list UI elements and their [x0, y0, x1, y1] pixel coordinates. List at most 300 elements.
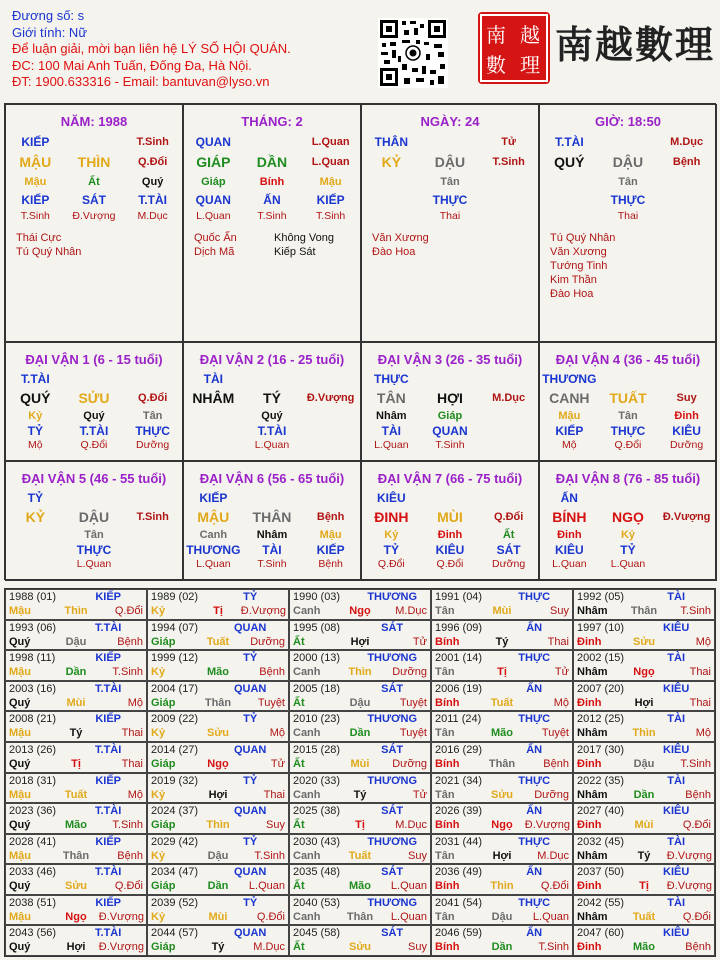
- year-state: Dưỡng: [392, 666, 427, 679]
- year-label: 2030 (43): [293, 835, 341, 848]
- dai-van-state: L.Quan: [610, 558, 646, 570]
- year-stem: Bính: [435, 880, 460, 893]
- pillar-hidden-row: [184, 172, 360, 192]
- year-state: M.Dục: [395, 819, 427, 832]
- year-god: QUAN: [233, 927, 267, 940]
- year-body: [151, 696, 285, 710]
- year-head: [293, 896, 427, 910]
- year-body: [151, 940, 285, 954]
- year-god: SÁT: [381, 805, 404, 818]
- year-body: [435, 910, 569, 924]
- dai-van-state: T.Sinh: [257, 558, 287, 570]
- year-cell: [147, 834, 289, 865]
- year-label: 1991 (04): [435, 591, 483, 603]
- year-label: 2020 (33): [293, 774, 341, 787]
- year-state: Q.Đổi: [682, 910, 711, 923]
- year-head: [9, 774, 143, 788]
- dai-van-title: ĐẠI VẬN 3 (26 - 35 tuổi): [377, 352, 523, 367]
- year-cell: [573, 895, 715, 926]
- dai-van-hidden-god: KIÊU: [672, 423, 701, 438]
- year-head: [293, 590, 427, 604]
- year-cell: [289, 742, 431, 773]
- year-label: 2009 (22): [151, 713, 199, 726]
- dai-van-cell: [361, 461, 539, 581]
- year-head: [577, 926, 711, 940]
- dai-van-title: ĐẠI VẬN 7 (66 - 75 tuổi): [377, 471, 523, 486]
- pillar-branch-state: T.Sinh: [492, 156, 525, 168]
- year-head: [435, 926, 569, 940]
- year-state: T.Sinh: [112, 666, 143, 679]
- year-head: [151, 865, 285, 879]
- year-head: [435, 774, 569, 788]
- dai-van-god-row: [540, 370, 716, 388]
- year-stem: Kỷ: [151, 605, 166, 617]
- pillar-stars: [540, 231, 716, 301]
- dai-van-stem: KỶ: [25, 509, 46, 525]
- header-info: [12, 8, 362, 91]
- dai-van-branch-state: Q.Đổi: [137, 392, 168, 404]
- pillar-title: NĂM: 1988: [60, 114, 128, 129]
- year-cell: [147, 620, 289, 651]
- pillar-stem-branch-row: [362, 152, 538, 172]
- year-label: 2025 (38): [293, 805, 341, 818]
- year-god: ẤN: [526, 682, 543, 695]
- year-stem: Canh: [293, 666, 321, 679]
- year-label: 2029 (42): [151, 835, 199, 848]
- year-body: [577, 665, 711, 679]
- dai-van-hidden-god: T.TÀI: [79, 423, 109, 438]
- year-label: 2001 (14): [435, 652, 483, 665]
- year-branch: Mão: [65, 819, 87, 832]
- year-god: T.TÀI: [95, 621, 122, 634]
- dai-van-god-row: [184, 370, 360, 388]
- year-branch: Ngọ: [491, 819, 513, 832]
- pillar-hidden-stem: Quý: [141, 176, 164, 188]
- year-god: ẤN: [526, 866, 543, 879]
- year-state: L.Quan: [390, 910, 427, 923]
- pillar-hidden-god: ẤN: [263, 193, 281, 207]
- year-stem: Tân: [435, 849, 455, 862]
- year-label: 2040 (53): [293, 896, 341, 909]
- year-state: Suy: [408, 941, 427, 954]
- pillar-branch-state: L.Quan: [311, 156, 350, 168]
- dai-van-hidden-god: T.TÀI: [257, 423, 287, 438]
- dai-van-branch-state: Q.Đổi: [493, 511, 524, 523]
- year-stem: Canh: [293, 910, 321, 923]
- year-body: [293, 635, 427, 649]
- year-label: 2014 (27): [151, 743, 199, 756]
- year-body: [151, 665, 285, 679]
- year-label: 2043 (56): [9, 927, 57, 940]
- pillar-main-state: Tử: [501, 136, 516, 148]
- year-label: 2016 (29): [435, 743, 483, 756]
- year-label: 1992 (05): [577, 591, 625, 603]
- pillar-star: Văn Xương: [372, 232, 429, 244]
- year-branch: Tị: [213, 605, 223, 617]
- year-cell: [5, 620, 147, 651]
- year-label: 2015 (28): [293, 743, 341, 756]
- dai-van-title: ĐẠI VẬN 5 (46 - 55 tuổi): [21, 471, 167, 486]
- dai-van-hidden-stem: Kỷ: [28, 409, 43, 422]
- dai-van-stem-branch-row: [540, 388, 716, 408]
- dai-van-hidden-god: TỶ: [383, 542, 399, 557]
- svg-text:數: 數: [486, 53, 506, 77]
- pillar-hidden-gods-row: [540, 192, 716, 208]
- dai-van-state: L.Quan: [254, 439, 290, 451]
- dai-van-state: Dưỡng: [492, 558, 526, 570]
- year-head: [435, 621, 569, 635]
- dai-van-states-row: [184, 557, 360, 571]
- dai-van-hidden-god: THỰC: [610, 423, 646, 438]
- pillar-main-god: T.TÀI: [554, 135, 584, 149]
- year-god: SÁT: [381, 866, 404, 879]
- year-god: TÀI: [667, 713, 686, 726]
- dai-van-hidden-stem: Nhâm: [256, 528, 288, 541]
- dai-van-stem-branch-row: [6, 388, 182, 408]
- year-stem: Quý: [9, 941, 31, 954]
- year-state: Thai: [547, 635, 569, 648]
- year-cell: [289, 620, 431, 651]
- year-head: [293, 651, 427, 665]
- dai-van-state: Q.Đổi: [80, 439, 108, 451]
- year-state: Bệnh: [543, 757, 569, 770]
- dai-van-stem-branch-row: [540, 507, 716, 527]
- year-branch: Thìn: [348, 666, 372, 679]
- year-cell: [147, 742, 289, 773]
- dai-van-hidden-god: THỰC: [135, 423, 170, 438]
- year-stem: Canh: [293, 788, 321, 801]
- year-cell: [573, 711, 715, 742]
- pillar-branch: THÌN: [77, 154, 111, 170]
- dai-van-branch: NGỌ: [612, 509, 644, 525]
- dai-van-hidden-row: [362, 408, 538, 423]
- dai-van-branch-state: T.Sinh: [136, 511, 169, 523]
- pillar-hidden-row: [6, 172, 182, 192]
- pillar-gods-row: [184, 132, 360, 152]
- year-label: 2036 (49): [435, 866, 483, 879]
- year-stem: Ất: [293, 941, 305, 954]
- year-label: 1999 (12): [151, 652, 199, 665]
- year-label: 2018 (31): [9, 774, 57, 787]
- year-branch: Hợi: [634, 696, 654, 709]
- year-head: [293, 774, 427, 788]
- pillar-title: THÁNG: 2: [241, 114, 303, 129]
- year-branch: Tý: [353, 788, 367, 801]
- dai-van-cell: [539, 461, 717, 581]
- year-state: Suy: [266, 819, 285, 832]
- year-god: KIẾP: [95, 713, 121, 726]
- year-branch: Tuất: [64, 788, 88, 801]
- year-cell: [431, 895, 573, 926]
- year-body: [151, 818, 285, 832]
- pillar-states-row: [6, 208, 182, 223]
- year-body: [9, 696, 143, 710]
- dai-van-cell: [5, 342, 183, 461]
- year-label: 2002 (15): [577, 652, 625, 665]
- year-label: 2000 (13): [293, 652, 341, 665]
- qr-code[interactable]: [378, 18, 448, 88]
- pillar-star: Kim Thần: [550, 274, 597, 286]
- year-stem: Ất: [293, 880, 305, 893]
- dai-van-hidden-stem: Nhâm: [376, 409, 407, 422]
- dai-van-hidden-gods-row: [6, 542, 182, 557]
- pillar-hidden-gods-row: [362, 192, 538, 208]
- year-stem: Canh: [293, 605, 321, 617]
- dai-van-branch: DẬU: [78, 509, 110, 525]
- year-stem: Đinh: [577, 880, 602, 893]
- year-branch: Mùi: [208, 910, 228, 923]
- year-branch: Hợi: [208, 788, 228, 801]
- year-branch: Tị: [71, 757, 81, 770]
- year-label: 2023 (36): [9, 805, 57, 818]
- year-cell: [573, 620, 715, 651]
- pillar-title: NGÀY: 24: [420, 114, 480, 129]
- year-state: T.Sinh: [680, 757, 711, 770]
- pillar-cell: [539, 104, 717, 342]
- pillar-stem: MẬU: [19, 154, 52, 170]
- year-branch: Thân: [204, 696, 232, 709]
- year-head: [293, 682, 427, 696]
- pillar-state: T.Sinh: [316, 209, 346, 222]
- year-cell: [147, 589, 289, 620]
- year-god: TỶ: [243, 713, 258, 726]
- year-cell: [5, 834, 147, 865]
- year-stem: Quý: [9, 696, 31, 709]
- year-head: [577, 712, 711, 726]
- year-head: [9, 590, 143, 604]
- year-state: Q.Đổi: [256, 910, 285, 923]
- year-stem: Đinh: [577, 819, 602, 832]
- dai-van-hidden-gods-row: [184, 423, 360, 438]
- year-branch: Tý: [637, 849, 651, 862]
- year-label: 2031 (44): [435, 835, 483, 848]
- dai-van-stem-branch-row: [362, 388, 538, 408]
- year-head: [577, 865, 711, 879]
- pillar-stem: GIÁP: [196, 154, 231, 170]
- pillar-main-state: M.Dục: [670, 136, 704, 148]
- year-state: Mộ: [127, 788, 143, 801]
- year-head: [151, 774, 285, 788]
- dai-van-hidden-stem: Đinh: [557, 528, 582, 541]
- pillar-star: Đào Hoa: [550, 288, 594, 300]
- dai-van-states-row: [540, 557, 716, 571]
- dai-van-god: THƯƠNG: [542, 372, 597, 386]
- dai-van-state: Q.Đổi: [377, 558, 405, 570]
- pillar-hidden-stem: Mậu: [319, 176, 342, 188]
- pillar-hidden-god: THỰC: [432, 193, 468, 207]
- dai-van-god-row: [6, 370, 182, 388]
- pillar-main-god: THÂN: [374, 135, 408, 149]
- pillar-gods-row: [362, 132, 538, 152]
- year-branch: Ngọ: [65, 910, 87, 923]
- pillar-state: L.Quan: [196, 209, 231, 222]
- year-body: [293, 726, 427, 740]
- dai-van-branch: MÙI: [437, 509, 463, 525]
- year-body: [435, 788, 569, 802]
- pillar-branch: DẦN: [256, 154, 288, 170]
- year-stem: Nhâm: [577, 910, 608, 923]
- pillar-state: T.Sinh: [20, 209, 50, 222]
- year-cell: [431, 589, 573, 620]
- year-cell: [573, 925, 715, 956]
- year-cell: [431, 803, 573, 834]
- year-cell: [5, 711, 147, 742]
- dai-van-hidden-stem: Mậu: [319, 528, 342, 541]
- year-label: 2035 (48): [293, 866, 341, 879]
- year-label: 2042 (55): [577, 896, 625, 909]
- year-head: [435, 651, 569, 665]
- year-cell: [147, 895, 289, 926]
- year-branch: Tý: [211, 941, 225, 954]
- year-stem: Quý: [9, 757, 31, 770]
- year-state: Bệnh: [259, 666, 285, 679]
- year-label: 2044 (57): [151, 927, 199, 940]
- year-label: 2037 (50): [577, 866, 625, 879]
- year-body: [151, 849, 285, 863]
- year-state: Đ.Vượng: [524, 819, 570, 832]
- year-stem: Bính: [435, 635, 460, 648]
- year-god: T.TÀI: [95, 927, 122, 940]
- year-branch: Thân: [62, 849, 90, 862]
- year-branch: Hợi: [492, 849, 512, 862]
- year-branch: Dậu: [349, 696, 371, 709]
- year-head: [577, 621, 711, 635]
- year-state: Mộ: [553, 696, 569, 709]
- dai-van-stem-branch-row: [362, 507, 538, 527]
- year-god: KIÊU: [663, 743, 690, 756]
- pillar-star: Thái Cực: [16, 232, 62, 244]
- year-head: [9, 926, 143, 940]
- year-god: T.TÀI: [95, 866, 122, 879]
- year-stem: Mậu: [9, 605, 31, 617]
- year-body: [293, 879, 427, 893]
- year-body: [293, 849, 427, 863]
- year-cell: [5, 864, 147, 895]
- pillar-stars: [6, 231, 182, 259]
- year-stem: Tân: [435, 727, 455, 740]
- dai-van-stem: TÂN: [376, 390, 406, 406]
- pillar-hidden-god: THỰC: [610, 193, 646, 207]
- pillar-stem-branch-row: [6, 152, 182, 172]
- dai-van-branch: THÂN: [252, 509, 292, 525]
- year-label: 2028 (41): [9, 835, 57, 848]
- year-state: Mộ: [127, 696, 143, 709]
- year-branch: Tị: [497, 666, 507, 679]
- pillar-star: Tướng Tinh: [550, 260, 608, 272]
- year-body: [151, 910, 285, 924]
- year-branch: Thân: [488, 757, 516, 770]
- pillar-state: T.Sinh: [257, 209, 287, 222]
- dai-van-hidden-stem: Đinh: [674, 409, 699, 422]
- dai-van-hidden-row: [6, 527, 182, 542]
- pillar-title: GIỜ: 18:50: [594, 114, 661, 129]
- year-cell: [5, 589, 147, 620]
- year-body: [293, 910, 427, 924]
- year-body: [9, 910, 143, 924]
- year-label: 1990 (03): [293, 591, 341, 603]
- pillars-grid: [4, 103, 716, 580]
- year-body: [577, 788, 711, 802]
- year-body: [577, 696, 711, 710]
- year-god: TỶ: [243, 591, 258, 603]
- year-stem: Giáp: [151, 941, 176, 954]
- dai-van-stem: CANH: [549, 390, 590, 406]
- year-state: Bệnh: [117, 849, 143, 862]
- year-cell: [147, 773, 289, 804]
- year-god: QUAN: [233, 621, 267, 634]
- year-cell: [5, 895, 147, 926]
- dai-van-god-row: [540, 489, 716, 507]
- year-god: KIÊU: [663, 927, 690, 940]
- year-god: THƯƠNG: [367, 652, 417, 665]
- year-stem: Ất: [293, 696, 305, 709]
- address: ĐC: 100 Mai Anh Tuấn, Đống Đa, Hà Nội.: [12, 57, 252, 73]
- year-state: Tuyệt: [399, 727, 427, 740]
- dai-van-hidden-row: [184, 527, 360, 542]
- dai-van-god-row: [184, 489, 360, 507]
- year-body: [577, 757, 711, 771]
- year-head: [577, 804, 711, 818]
- year-stem: Mậu: [9, 727, 31, 740]
- year-stem: Kỷ: [151, 666, 166, 679]
- dai-van-states-row: [362, 557, 538, 571]
- year-god: TÀI: [667, 835, 686, 848]
- year-branch: Dần: [349, 727, 371, 740]
- year-god: KIÊU: [663, 621, 690, 634]
- year-god: SÁT: [381, 682, 404, 695]
- year-god: KIẾP: [95, 896, 121, 909]
- dai-van-hidden-god: KIẾP: [316, 542, 345, 557]
- year-branch: Mùi: [492, 605, 512, 617]
- year-cell: [431, 834, 573, 865]
- pillar-stars-col: [274, 231, 354, 259]
- year-branch: Dậu: [65, 635, 87, 648]
- year-branch: Sửu: [632, 635, 656, 648]
- year-branch: Tý: [495, 635, 509, 648]
- year-cell: [5, 742, 147, 773]
- year-branch: Mão: [349, 880, 371, 893]
- dai-van-hidden-gods-row: [362, 423, 538, 438]
- year-label: 2003 (16): [9, 682, 57, 695]
- pillar-hidden-stem: Tân: [618, 176, 638, 188]
- dai-van-hidden-stem: Kỷ: [620, 528, 635, 541]
- dai-van-hidden-row: [540, 527, 716, 542]
- year-branch: Ngọ: [633, 666, 655, 679]
- year-body: [435, 604, 569, 618]
- year-body: [9, 788, 143, 802]
- year-stem: Tân: [435, 910, 455, 923]
- year-god: KIÊU: [663, 805, 690, 818]
- year-stem: Quý: [9, 635, 31, 648]
- year-branch: Ngọ: [207, 757, 229, 770]
- year-state: Q.Đổi: [114, 880, 143, 893]
- year-branch: Tuất: [206, 635, 230, 648]
- pillar-hidden-god: SÁT: [81, 193, 106, 207]
- year-state: Thai: [121, 757, 143, 770]
- dai-van-hidden-god: TÀI: [381, 423, 401, 438]
- pillar-hidden-stem: Mậu: [24, 176, 47, 188]
- yearly-luck-table: [4, 588, 716, 957]
- year-state: Tử: [412, 788, 427, 801]
- pillar-gods-row: [6, 132, 182, 152]
- year-god: KIÊU: [663, 866, 690, 879]
- year-body: [577, 818, 711, 832]
- year-head: [577, 590, 711, 604]
- year-god: TÀI: [667, 591, 686, 603]
- year-body: [9, 665, 143, 679]
- year-state: M.Dục: [395, 605, 427, 617]
- year-god: KIÊU: [663, 682, 690, 695]
